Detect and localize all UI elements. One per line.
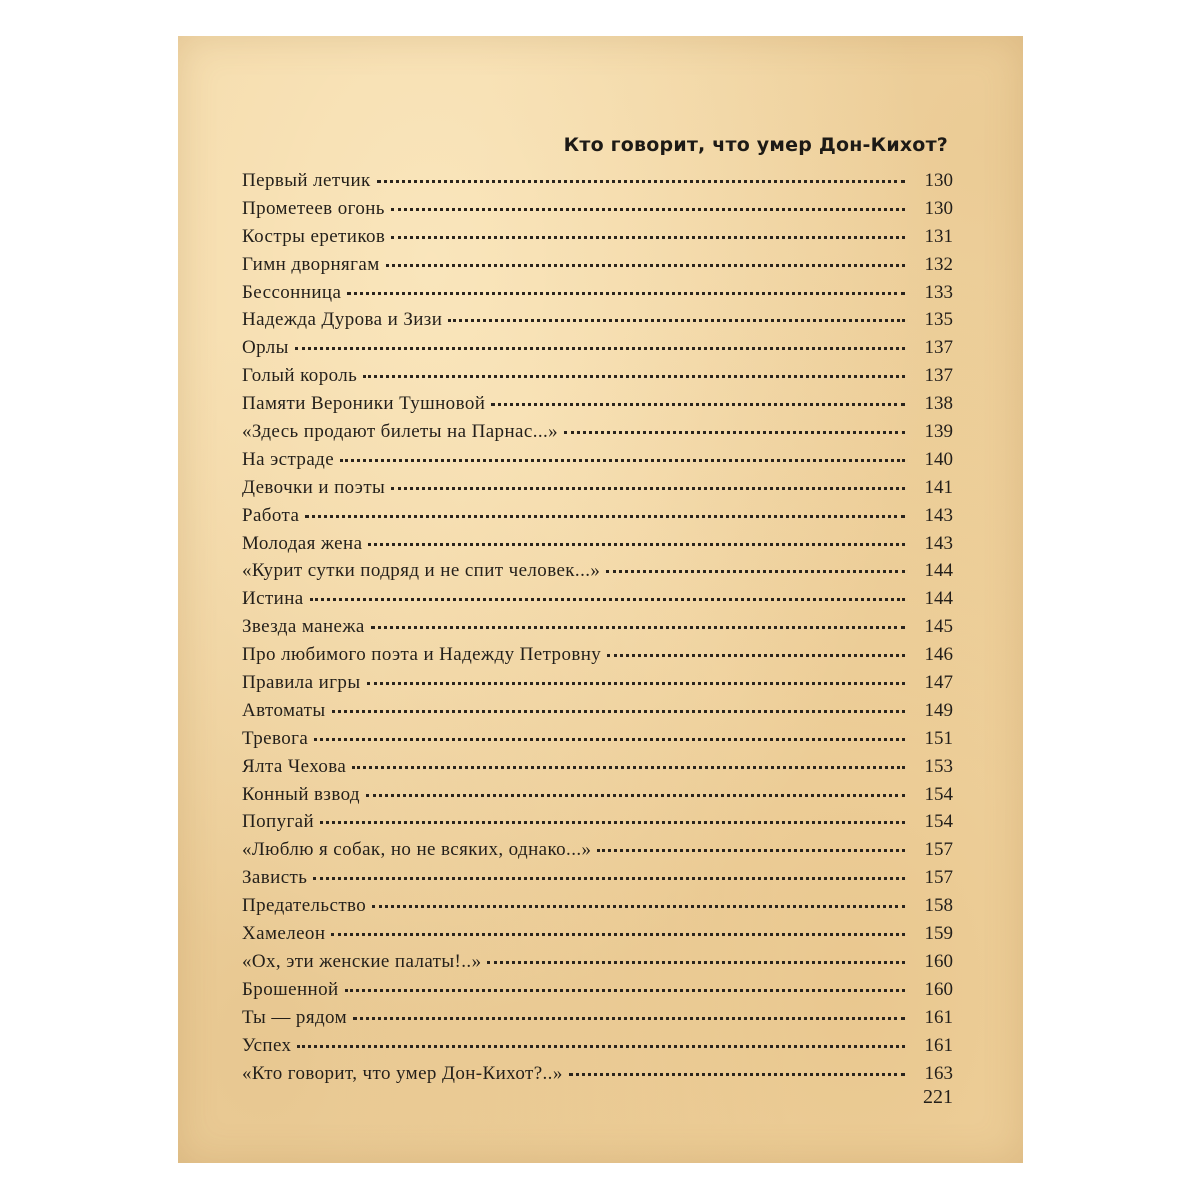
toc-entry-title: Успех <box>242 1034 292 1056</box>
dot-leader <box>305 515 905 518</box>
toc-entry-page: 161 <box>924 1006 953 1028</box>
toc-entry-page: 151 <box>924 727 953 749</box>
dot-leader <box>448 319 905 322</box>
dot-leader <box>491 403 905 406</box>
toc-entry-page: 161 <box>924 1034 953 1056</box>
dot-leader <box>345 989 905 992</box>
page-number: 221 <box>923 1086 953 1108</box>
toc-entry-page: 143 <box>924 532 953 554</box>
toc-entry-title: Орлы <box>242 337 289 359</box>
dot-leader <box>368 543 905 546</box>
dot-leader <box>310 598 905 601</box>
toc-entry-page: 163 <box>924 1062 953 1084</box>
dot-leader <box>597 849 905 852</box>
toc-entry-title: Попугай <box>242 811 315 833</box>
book-page <box>178 36 1023 1163</box>
toc-entry-title: Предательство <box>242 895 367 917</box>
toc-entry <box>242 951 953 979</box>
toc-entry <box>242 560 953 588</box>
toc-entry-title: Ты — рядом <box>242 1006 347 1028</box>
toc-entry <box>242 784 953 812</box>
toc-entry <box>242 505 953 533</box>
toc-entry-page: 141 <box>924 476 953 498</box>
toc-entry-page: 157 <box>924 839 953 861</box>
toc-entry-page: 138 <box>924 393 953 415</box>
toc-entry-title: Истина <box>242 588 304 610</box>
toc-entry-title: Зависть <box>242 867 308 889</box>
toc-entry-page: 144 <box>924 588 953 610</box>
toc-entry-page: 132 <box>924 253 953 275</box>
toc-entry-page: 133 <box>924 281 953 303</box>
toc-entry-title: Правила игры <box>242 672 361 694</box>
toc-entry-page: 146 <box>924 644 953 666</box>
section-heading: Кто говорит, что умер Дон-Кихот? <box>563 134 948 156</box>
toc-entry-title: Брошенной <box>242 978 339 1000</box>
dot-leader <box>332 710 905 713</box>
dot-leader <box>487 961 905 964</box>
toc-entry <box>242 198 953 226</box>
dot-leader <box>353 1017 905 1020</box>
dot-leader <box>391 208 905 211</box>
toc-entry-title: Костры еретиков <box>242 225 386 247</box>
toc-entry-title: Автоматы <box>242 699 326 721</box>
toc-entry-page: 143 <box>924 504 953 526</box>
toc-entry-title: Памяти Вероники Тушновой <box>242 393 486 415</box>
toc-entry-page: 154 <box>924 783 953 805</box>
dot-leader <box>391 236 905 239</box>
dot-leader <box>340 459 905 462</box>
dot-leader <box>366 794 905 797</box>
dot-leader <box>331 933 905 936</box>
toc-entry <box>242 533 953 561</box>
dot-leader <box>352 766 905 769</box>
toc-entry <box>242 839 953 867</box>
dot-leader <box>320 821 905 824</box>
toc-entry <box>242 756 953 784</box>
toc-entry-page: 160 <box>924 978 953 1000</box>
toc-entry <box>242 923 953 951</box>
toc-entry-page: 158 <box>924 895 953 917</box>
toc-entry-title: Молодая жена <box>242 532 363 554</box>
toc-entry-title: Надежда Дурова и Зизи <box>242 309 443 331</box>
toc-entry <box>242 449 953 477</box>
toc-entry <box>242 254 953 282</box>
toc-entry <box>242 616 953 644</box>
toc-entry <box>242 1035 953 1063</box>
dot-leader <box>371 626 905 629</box>
dot-leader <box>295 347 905 350</box>
toc-entry <box>242 811 953 839</box>
toc-entry-page: 140 <box>924 448 953 470</box>
dot-leader <box>391 487 905 490</box>
dot-leader <box>377 180 905 183</box>
toc-entry-title: Конный взвод <box>242 783 360 805</box>
toc-entry-title: Бессонница <box>242 281 342 303</box>
toc-entry-title: Первый летчик <box>242 170 371 191</box>
toc-entry-page: 154 <box>924 811 953 833</box>
toc-entry-title: Звезда манежа <box>242 616 365 638</box>
dot-leader <box>372 905 905 908</box>
toc-entry-page: 160 <box>924 950 953 972</box>
toc-entry-page: 139 <box>924 421 953 443</box>
toc-entry-page: 130 <box>924 197 953 219</box>
dot-leader <box>347 292 905 295</box>
toc-entry <box>242 337 953 365</box>
toc-entry-page: 144 <box>924 560 953 582</box>
toc-entry-title: Хамелеон <box>242 923 326 945</box>
dot-leader <box>607 654 905 657</box>
toc-entry-title: Про любимого поэта и Надежду Петровну <box>242 644 602 666</box>
dot-leader <box>313 877 905 880</box>
dot-leader <box>569 1073 905 1076</box>
toc-entry <box>242 282 953 310</box>
toc-entry-title: Тревога <box>242 727 309 749</box>
toc-entry <box>242 1063 953 1091</box>
toc-entry <box>242 170 953 198</box>
toc-entry <box>242 728 953 756</box>
dot-leader <box>564 431 905 434</box>
toc-entry <box>242 1007 953 1035</box>
toc-entry-title: «Курит сутки подряд и не спит человек...» <box>242 560 601 582</box>
dot-leader <box>314 738 905 741</box>
toc-entry-page: 145 <box>924 616 953 638</box>
toc-entry <box>242 979 953 1007</box>
dot-leader <box>367 682 906 685</box>
toc-entry-page: 131 <box>924 225 953 247</box>
toc-entry <box>242 895 953 923</box>
toc-entry-title: Девочки и поэты <box>242 476 386 498</box>
toc-entry-title: Голый король <box>242 365 358 387</box>
toc-entry-title: Работа <box>242 504 300 526</box>
toc-entry-title: Прометеев огонь <box>242 197 385 219</box>
toc-entry-title: «Люблю я собак, но не всяких, однако...» <box>242 839 592 861</box>
toc-entry-page: 153 <box>924 755 953 777</box>
toc-entry-title: «Кто говорит, что умер Дон-Кихот?..» <box>242 1062 563 1084</box>
toc-entry <box>242 309 953 337</box>
toc-entry <box>242 477 953 505</box>
toc-entry-title: «Здесь продают билеты на Парнас...» <box>242 421 559 443</box>
dot-leader <box>606 570 905 573</box>
toc-entry-page: 135 <box>924 309 953 331</box>
toc-entry <box>242 421 953 449</box>
toc-entry-page: 157 <box>924 867 953 889</box>
table-of-contents <box>242 170 953 1090</box>
toc-entry-title: Ялта Чехова <box>242 755 347 777</box>
toc-entry-title: «Ох, эти женские палаты!..» <box>242 950 482 972</box>
toc-entry-page: 149 <box>924 699 953 721</box>
toc-entry-page: 147 <box>924 672 953 694</box>
toc-entry <box>242 700 953 728</box>
dot-leader <box>363 375 905 378</box>
toc-entry-page: 130 <box>924 170 953 191</box>
toc-entry <box>242 867 953 895</box>
toc-entry <box>242 365 953 393</box>
toc-entry <box>242 644 953 672</box>
toc-entry <box>242 226 953 254</box>
toc-entry <box>242 672 953 700</box>
toc-entry <box>242 588 953 616</box>
toc-entry-page: 137 <box>924 365 953 387</box>
toc-entry-title: На эстраде <box>242 448 335 470</box>
dot-leader <box>386 264 905 267</box>
toc-entry-page: 137 <box>924 337 953 359</box>
dot-leader <box>297 1045 905 1048</box>
toc-entry-title: Гимн дворнягам <box>242 253 380 275</box>
toc-entry-page: 159 <box>924 923 953 945</box>
toc-entry <box>242 393 953 421</box>
